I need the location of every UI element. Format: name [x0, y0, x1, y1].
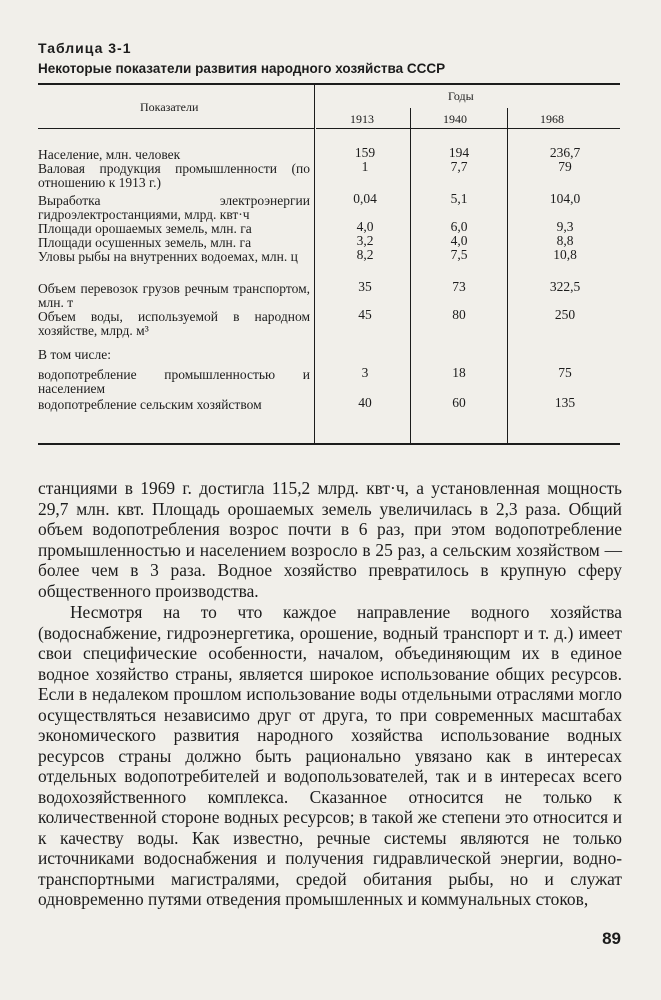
- header-year-1968: 1968: [540, 112, 564, 126]
- column-divider: [314, 85, 315, 443]
- paragraph: станциями в 1969 г. достигла 115,2 млрд. квт·ч, а установленная мощность 29,7 млн. квт. Площадь орошаемых земель увеличилась в 2,3 раза. Общий объем водопотребления возрос почти в 6 раз, при этом водопотребление промышленностью и населением возросло в 25 раз, а сельским хозяйством — более чем в 3 раза. Водное хозяйство превратилось в крупную сферу общественного производства.: [38, 478, 622, 601]
- table-cell-1968: 104,0: [549, 191, 581, 206]
- table-row-label: В том числе:: [38, 347, 111, 362]
- table-cell-1940: 5,1: [450, 191, 468, 206]
- table-row-label: Объем воды, используемой в народном хозяйстве, млрд. м³: [38, 309, 310, 338]
- table-cell-1913: 159: [354, 145, 376, 160]
- table-cell-1940: 6,0: [450, 219, 468, 234]
- years-header-rule: [316, 128, 620, 129]
- table-bottom-rule: [38, 443, 620, 445]
- table-cell-1913: 8,2: [356, 247, 374, 262]
- table-cell-1913: 45: [358, 307, 372, 322]
- table-cell-1968: 8,8: [556, 233, 574, 248]
- table-cell-1913: 3,2: [356, 233, 374, 248]
- table-cell-1940: 80: [452, 307, 466, 322]
- table-cell-1968: 9,3: [556, 219, 574, 234]
- table-cell-1968: 75: [558, 365, 572, 380]
- body-text: [38, 478, 622, 601]
- page-number: 89: [602, 929, 621, 948]
- table-row-label: Валовая продукция промышленности (по отношению к 1913 г.): [38, 161, 310, 190]
- table-cell-1968: 79: [558, 159, 572, 174]
- table-cell-1940: 194: [448, 145, 470, 160]
- column-divider: [507, 108, 508, 443]
- table-number: Таблица 3-1: [38, 40, 132, 56]
- table-top-rule: [38, 83, 620, 85]
- table-cell-1968: 322,5: [549, 279, 581, 294]
- table-cell-1913: 1: [361, 159, 369, 174]
- table-row-label: Выработка электроэнергии гидроэлектростанциями, млрд. квт·ч: [38, 193, 310, 222]
- table-row-label: Уловы рыбы на внутренних водоемах, млн. ц: [38, 249, 298, 264]
- table-cell-1940: 4,0: [450, 233, 468, 248]
- table-cell-1940: 7,7: [450, 159, 468, 174]
- table-cell-1913: 0,04: [353, 191, 377, 206]
- table-cell-1940: 18: [452, 365, 466, 380]
- table-cell-1913: 3: [361, 365, 369, 380]
- header-bottom-rule: [38, 128, 314, 129]
- table-cell-1913: 4,0: [356, 219, 374, 234]
- table-cell-1968: 10,8: [553, 247, 577, 262]
- table-row-label: водопотребление сельским хозяйством: [38, 397, 262, 412]
- table-row-label: Площади орошаемых земель, млн. га: [38, 221, 252, 236]
- table-row-label: водопотребление промышленностью и населением: [38, 367, 310, 396]
- table-row-label: Население, млн. человек: [38, 147, 181, 162]
- table-title: Некоторые показатели развития народного хозяйства СССР: [38, 61, 446, 76]
- table-row-label: Объем перевозок грузов речным транспортом, млн. т: [38, 281, 310, 310]
- body-text: [38, 602, 622, 910]
- header-years: Годы: [448, 89, 474, 103]
- table-cell-1940: 60: [452, 395, 466, 410]
- table-row-label: Площади осушенных земель, млн. га: [38, 235, 252, 250]
- table-cell-1940: 7,5: [450, 247, 468, 262]
- table-cell-1968: 236,7: [549, 145, 581, 160]
- table-cell-1968: 250: [554, 307, 576, 322]
- column-divider: [410, 108, 411, 443]
- header-year-1940: 1940: [443, 112, 467, 126]
- header-indicators: Показатели: [140, 100, 199, 114]
- paragraph: Несмотря на то что каждое направление водного хозяйства (водоснабжение, гидроэнергетика, орошение, водный транспорт и т. д.) имеет свои специфические особенности, началом, объединяющим их в единое водное хозяйство страны, является широкое использование общих ресурсов. Если в недалеком прошлом использование воды отдельными отраслями могло осуществляться независимо друг от друга, то при современных масштабах экономического развития народного хозяйства использование водных ресурсов страны должно быть рационально увязано как в интересах отдельных водопотребителей и водопользователей, так и в интересах всего водохозяйственного комплекса. Сказанное относится не только к количественной стороне водных ресурсов; в такой же степени это относится и к качеству воды. Как известно, речные системы являются не только источниками водоснабжения и получения гидравлической энергии, воднотранспортными магистралями, средой обитания рыбы, но и служат одновременно путями отведения промышленных и коммунальных стоков,: [38, 602, 622, 909]
- table-cell-1913: 35: [358, 279, 372, 294]
- table-cell-1940: 73: [452, 279, 466, 294]
- table-cell-1968: 135: [554, 395, 576, 410]
- table-cell-1913: 40: [358, 395, 372, 410]
- header-year-1913: 1913: [350, 112, 374, 126]
